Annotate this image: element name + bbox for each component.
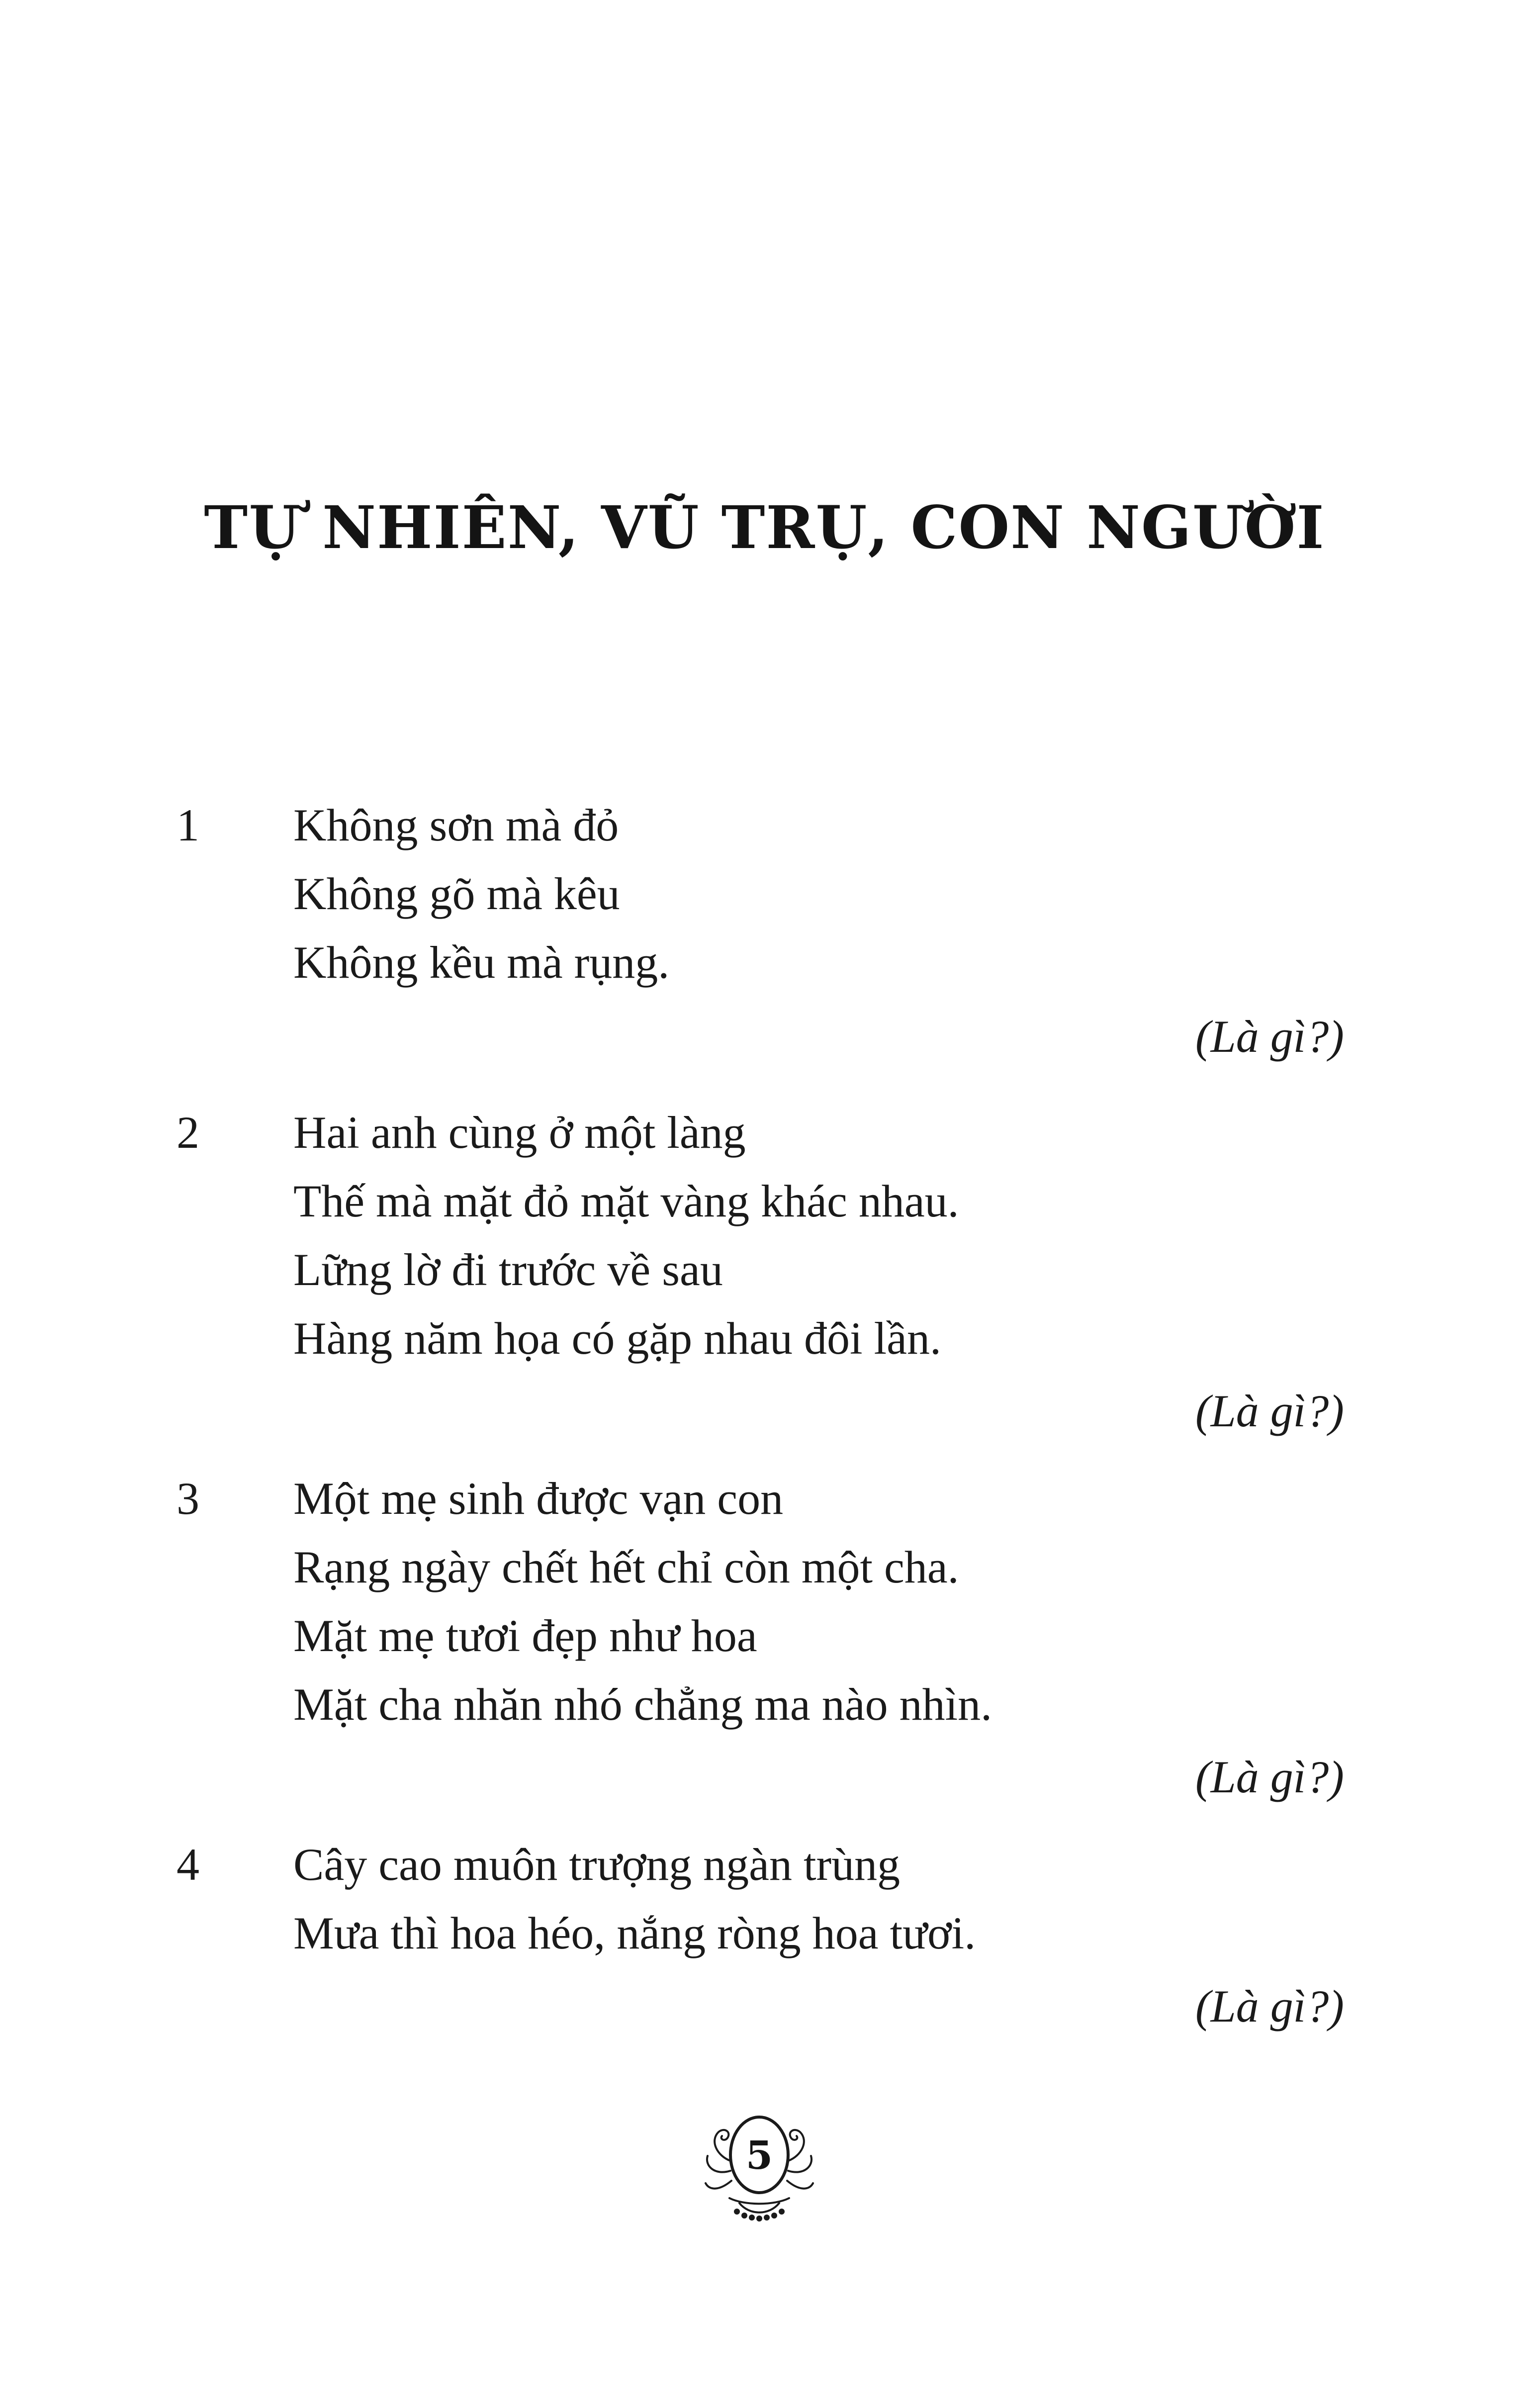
page-number: 5 — [745, 2133, 773, 2178]
verse-line: Lững lờ đi trước về sau — [293, 1244, 723, 1295]
verse-line: Không sơn mà đỏ — [293, 800, 619, 850]
verse-line: Hàng năm họa có gặp nhau đôi lần. — [293, 1313, 941, 1364]
riddle-verse — [293, 791, 669, 997]
verse-line: Mặt mẹ tươi đẹp như hoa — [293, 1610, 757, 1661]
verse-line: Mặt cha nhăn nhó chẳng ma nào nhìn. — [293, 1679, 992, 1730]
verse-line: Không gõ mà kêu — [293, 868, 620, 919]
riddle-number: 2 — [177, 1107, 199, 1158]
verse-line: Thế mà mặt đỏ mặt vàng khác nhau. — [293, 1176, 959, 1226]
answer-prompt: (Là gì?) — [1195, 1752, 1344, 1802]
answer-prompt: (Là gì?) — [1195, 1981, 1344, 2032]
verse-line: Rạng ngày chết hết chỉ còn một cha. — [293, 1542, 959, 1592]
verse-line: Không kều mà rụng. — [293, 937, 670, 988]
verse-line: Cây cao muôn trượng ngàn trùng — [293, 1839, 900, 1890]
riddle-number: 3 — [177, 1473, 199, 1524]
verse-line: Hai anh cùng ở một làng — [293, 1107, 746, 1158]
answer-prompt: (Là gì?) — [1195, 1011, 1344, 1062]
verse-line: Mưa thì hoa héo, nắng ròng hoa tươi. — [293, 1908, 976, 1958]
riddle-number: 1 — [177, 800, 199, 850]
page-number-ornament — [695, 2101, 824, 2225]
page-title: TỰ NHIÊN, VŨ TRỤ, CON NGƯỜI — [204, 493, 1325, 562]
riddle-verse — [293, 1464, 992, 1739]
riddle-verse — [293, 1098, 959, 1373]
answer-prompt: (Là gì?) — [1195, 1386, 1344, 1436]
riddle-number: 4 — [177, 1839, 199, 1890]
riddle-verse — [293, 1830, 976, 1967]
verse-line: Một mẹ sinh được vạn con — [293, 1473, 784, 1524]
